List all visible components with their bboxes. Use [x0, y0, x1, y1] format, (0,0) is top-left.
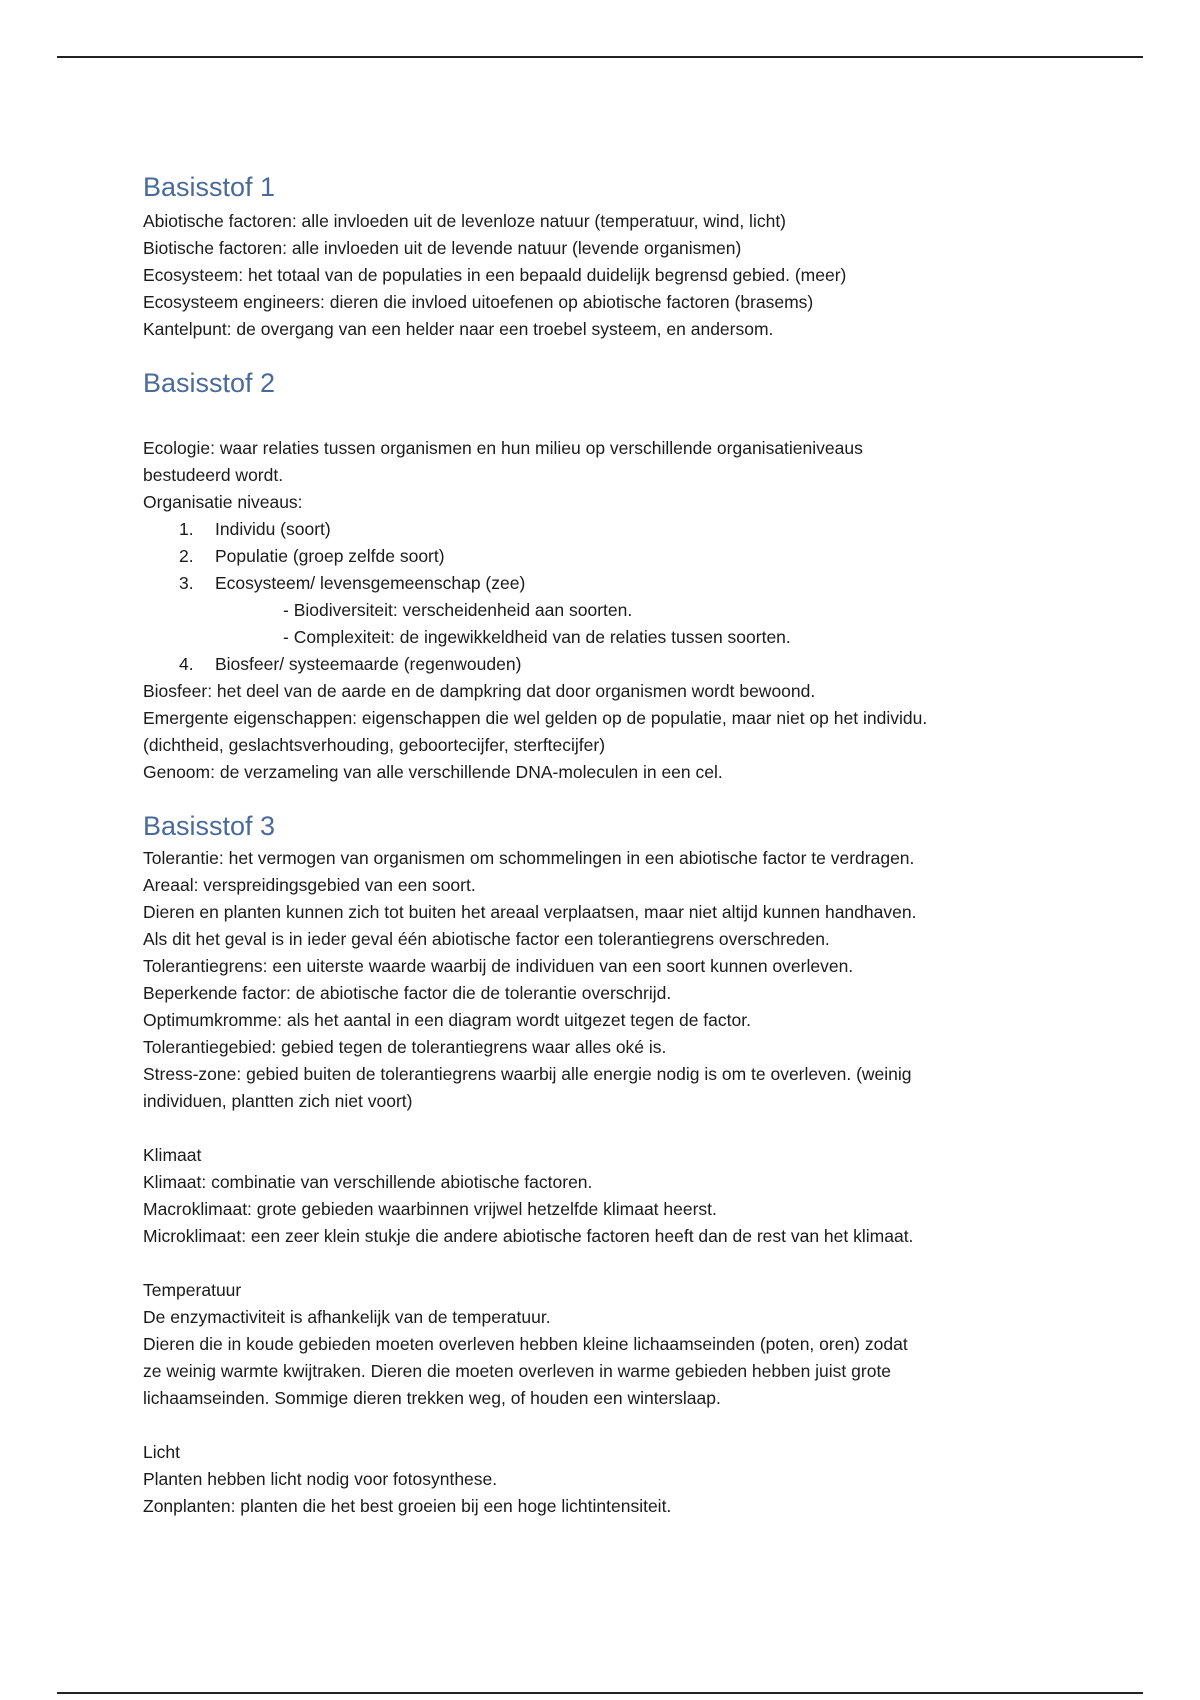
text-line: Dieren die in koude gebieden moeten overleven hebben kleine lichaamseinden (poten, oren) zodat — [143, 1334, 908, 1354]
list-number: 4. — [179, 654, 194, 674]
sub-list-item: - Complexiteit: de ingewikkeldheid van de relaties tussen soorten. — [283, 627, 791, 647]
list-item — [143, 651, 1093, 678]
text-line: ze weinig warmte kwijtraken. Dieren die moeten overleven in warme gebieden hebben juist grote — [143, 1361, 892, 1381]
heading-basisstof-2: Basisstof 2 — [143, 368, 276, 398]
text-line: Beperkende factor: de abiotische factor die de tolerantie overschrijd. — [143, 983, 672, 1003]
text-line: Klimaat: combinatie van verschillende abiotische factoren. — [143, 1172, 593, 1192]
list-text: Biosfeer/ systeemaarde (regenwouden) — [215, 654, 522, 674]
text-line: Genoom: de verzameling van alle verschillende DNA-moleculen in een cel. — [143, 762, 723, 782]
text-line: Zonplanten: planten die het best groeien bij een hoge lichtintensiteit. — [143, 1496, 672, 1516]
text-line: individuen, plantten zich niet voort) — [143, 1091, 413, 1111]
subheading-klimaat: Klimaat — [143, 1145, 202, 1165]
list-item — [143, 516, 1093, 543]
header-rule — [57, 56, 1143, 58]
text-line: Ecosysteem: het totaal van de populaties in een bepaald duidelijk begrensd gebied. (meer) — [143, 265, 847, 285]
list-item — [143, 543, 1093, 570]
subheading-licht: Licht — [143, 1442, 180, 1462]
page-content — [143, 170, 1093, 1520]
list-number: 3. — [179, 573, 194, 593]
list-text: Individu (soort) — [215, 519, 331, 539]
list-item — [143, 570, 1093, 597]
text-line: De enzymactiviteit is afhankelijk van de temperatuur. — [143, 1307, 551, 1327]
blank-line — [143, 1412, 1093, 1439]
text-line: Tolerantie: het vermogen van organismen om schommelingen in een abiotische factor te verdragen. — [143, 848, 915, 868]
text-line: (dichtheid, geslachtsverhouding, geboortecijfer, sterftecijfer) — [143, 735, 606, 755]
heading-basisstof-1: Basisstof 1 — [143, 172, 276, 202]
blank-line — [143, 1115, 1093, 1142]
list-text: Ecosysteem/ levensgemeenschap (zee) — [215, 573, 526, 593]
text-line: Macroklimaat: grote gebieden waarbinnen vrijwel hetzelfde klimaat heerst. — [143, 1199, 717, 1219]
basisstof-2-body — [143, 435, 1093, 786]
text-line: Microklimaat: een zeer klein stukje die andere abiotische factoren heeft dan de rest van het klimaat. — [143, 1226, 914, 1246]
text-line: Als dit het geval is in ieder geval één abiotische factor een tolerantiegrens overschreden. — [143, 929, 830, 949]
text-line: Abiotische factoren: alle invloeden uit de levenloze natuur (temperatuur, wind, licht) — [143, 211, 787, 231]
basisstof-3-body — [143, 845, 1093, 1520]
levels-label: Organisatie niveaus: — [143, 492, 303, 512]
text-line: Areaal: verspreidingsgebied van een soort. — [143, 875, 476, 895]
list-text: Populatie (groep zelfde soort) — [215, 546, 445, 566]
text-line: Biotische factoren: alle invloeden uit de levende natuur (levende organismen) — [143, 238, 742, 258]
list-number: 1. — [179, 519, 194, 539]
text-line: Tolerantiegebied: gebied tegen de tolerantiegrens waar alles oké is. — [143, 1037, 667, 1057]
footer-rule — [57, 1692, 1143, 1694]
sub-list-item: - Biodiversiteit: verscheidenheid aan soorten. — [283, 600, 633, 620]
text-line: Optimumkromme: als het aantal in een diagram wordt uitgezet tegen de factor. — [143, 1010, 751, 1030]
text-line: Kantelpunt: de overgang van een helder naar een troebel systeem, en andersom. — [143, 319, 774, 339]
text-line: Emergente eigenschappen: eigenschappen die wel gelden op de populatie, maar niet op het individu. — [143, 708, 928, 728]
list-number: 2. — [179, 546, 194, 566]
text-line: Stress-zone: gebied buiten de tolerantiegrens waarbij alle energie nodig is om te overleven. (weinig — [143, 1064, 912, 1084]
text-line: Ecosysteem engineers: dieren die invloed uitoefenen op abiotische factoren (brasems) — [143, 292, 814, 312]
heading-basisstof-3: Basisstof 3 — [143, 811, 276, 841]
subheading-temperatuur: Temperatuur — [143, 1280, 242, 1300]
basisstof-1-body — [143, 208, 1093, 343]
text-line: lichaamseinden. Sommige dieren trekken weg, of houden een winterslaap. — [143, 1388, 721, 1408]
text-line: Biosfeer: het deel van de aarde en de dampkring dat door organismen wordt bewoond. — [143, 681, 816, 701]
text-line: Ecologie: waar relaties tussen organismen en hun milieu op verschillende organisatieniveaus — [143, 438, 863, 458]
text-line: Tolerantiegrens: een uiterste waarde waarbij de individuen van een soort kunnen overleven. — [143, 956, 854, 976]
text-line: Dieren en planten kunnen zich tot buiten het areaal verplaatsen, maar niet altijd kunnen handhaven. — [143, 902, 917, 922]
text-line: Planten hebben licht nodig voor fotosynthese. — [143, 1469, 498, 1489]
blank-line — [143, 1250, 1093, 1277]
text-line: bestudeerd wordt. — [143, 465, 284, 485]
